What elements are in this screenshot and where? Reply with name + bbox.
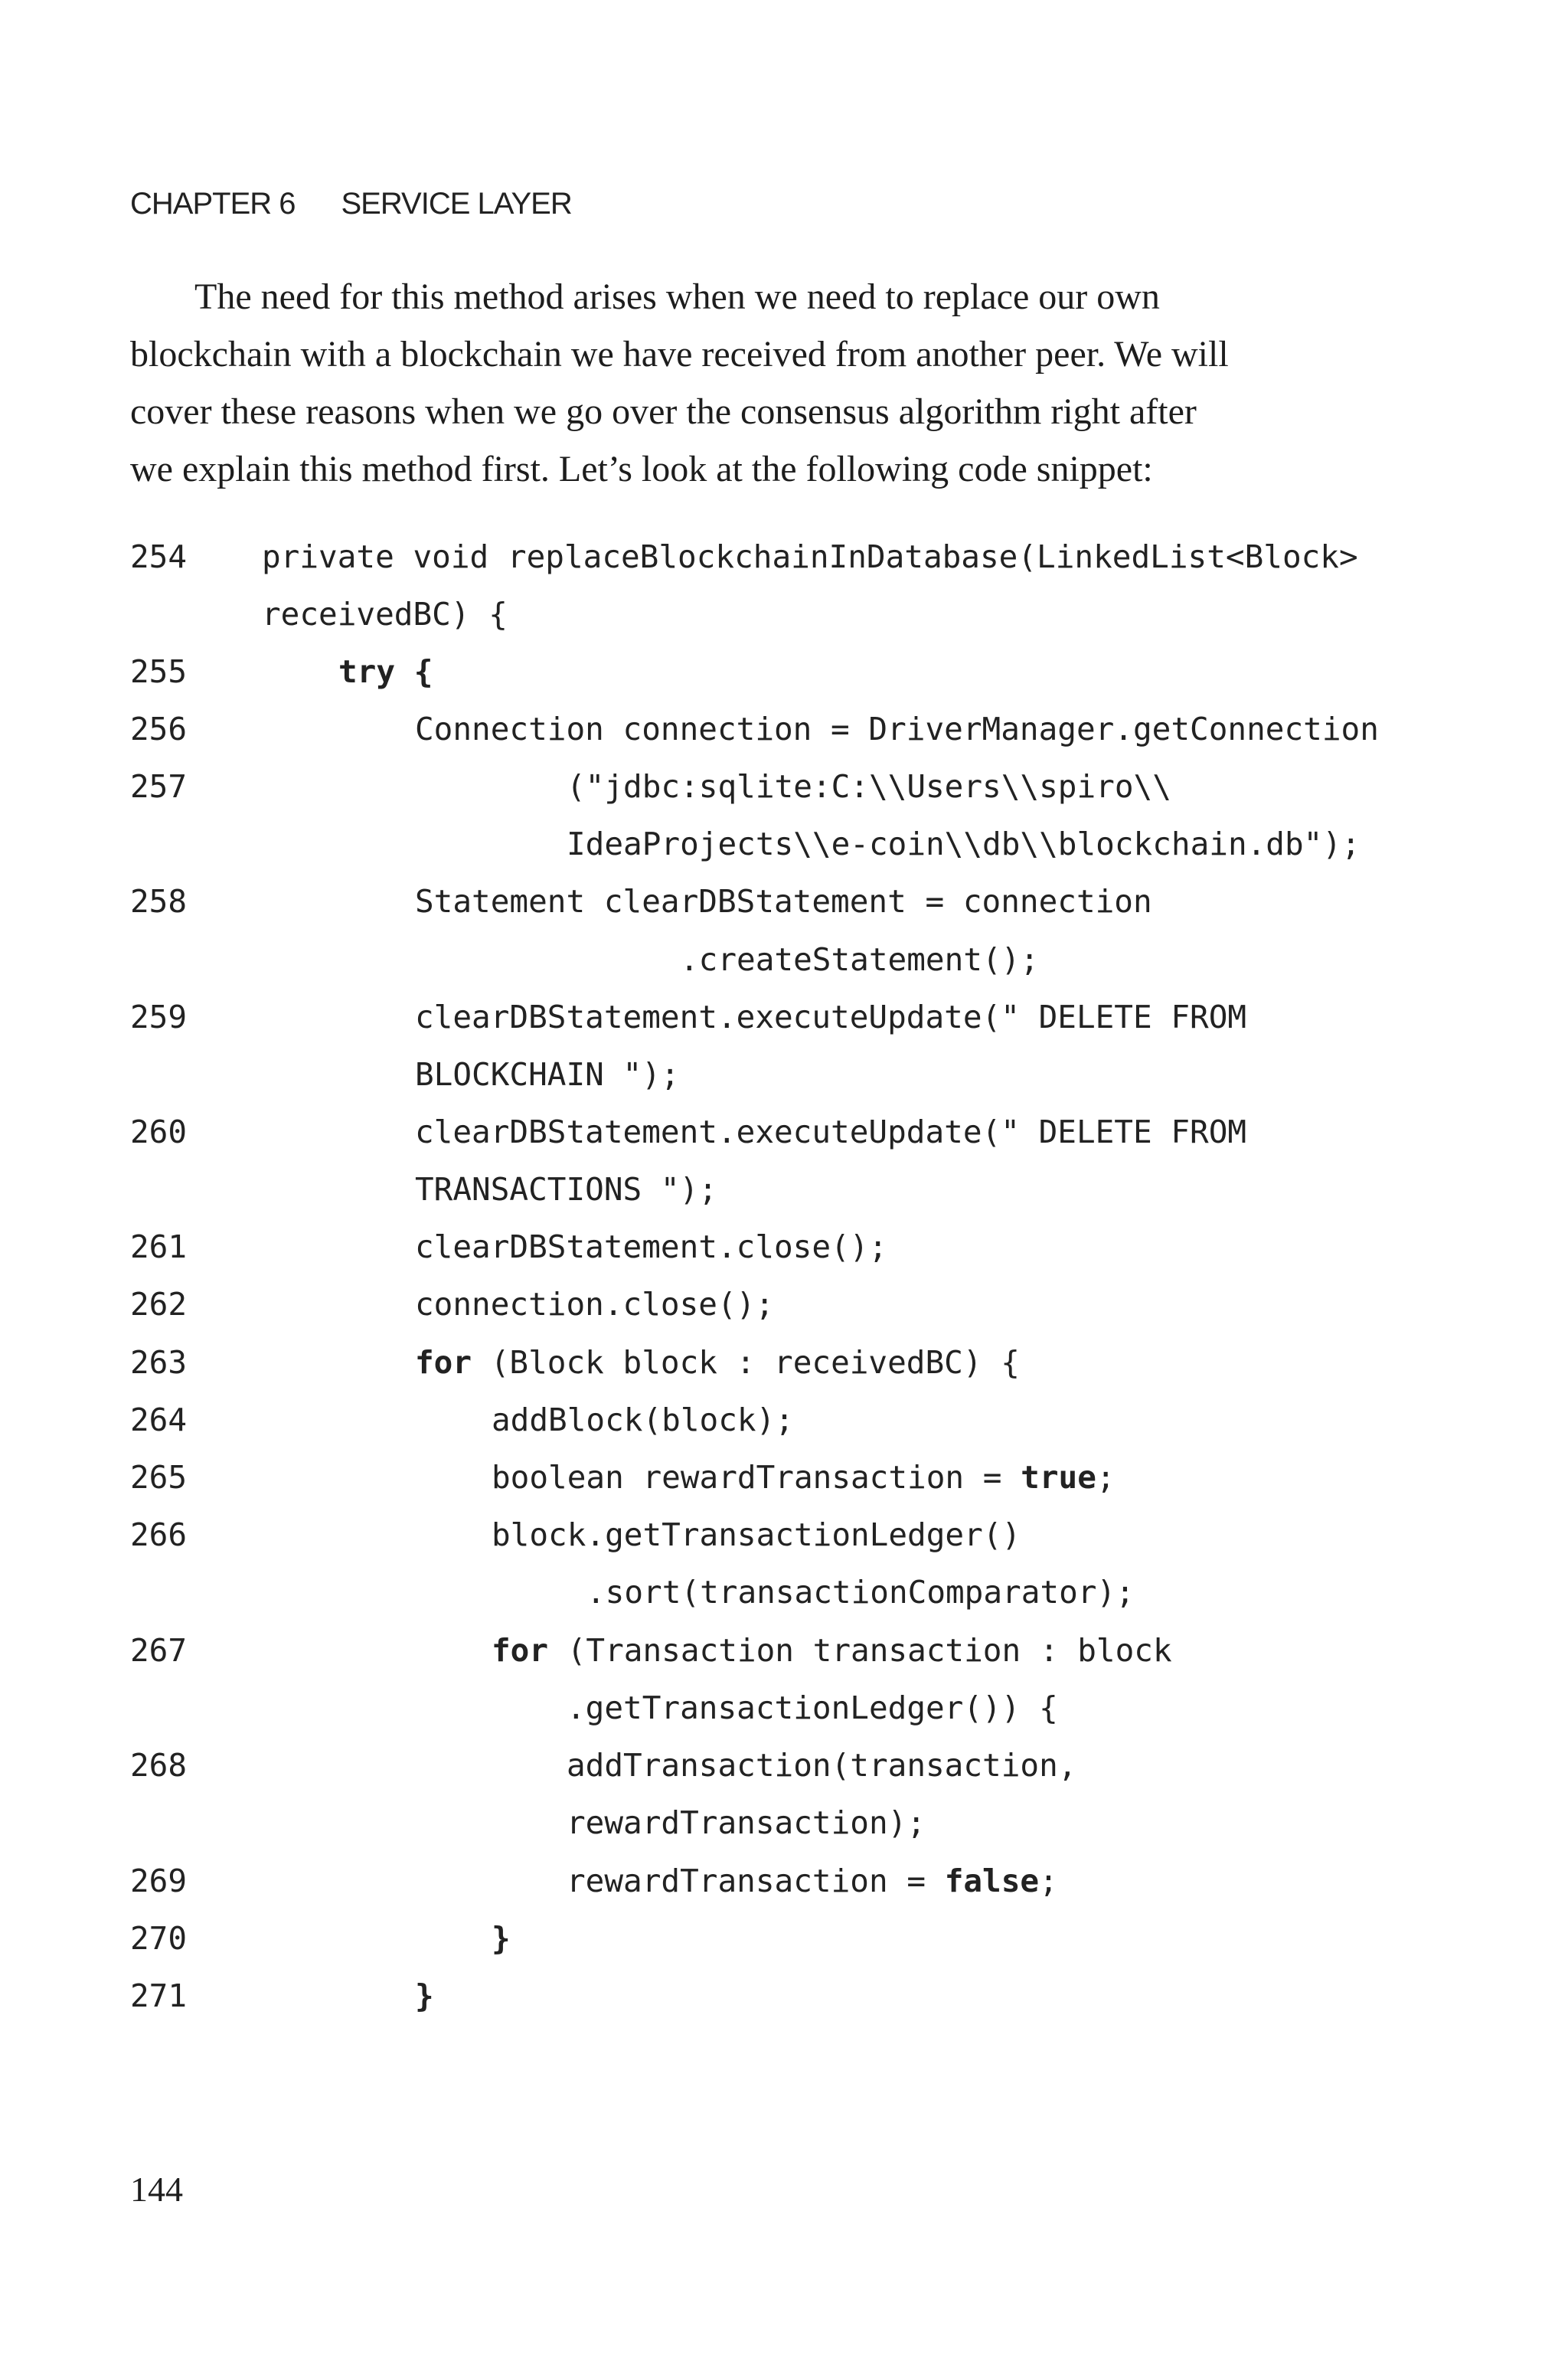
code-line: rewardTransaction = false;: [567, 1863, 1058, 1899]
code-line: IdeaProjects\\e-coin\\db\\blockchain.db");: [567, 826, 1361, 862]
line-number: 270: [130, 1920, 188, 1957]
line-number: 256: [130, 711, 188, 747]
section-title: SERVICE LAYER: [341, 187, 572, 221]
line-number: 267: [130, 1632, 188, 1669]
page-number: 144: [130, 2170, 183, 2209]
code-line: }: [492, 1920, 511, 1957]
code-line: clearDBStatement.close();: [415, 1228, 888, 1265]
line-number: 271: [130, 1977, 188, 2014]
line-number: 260: [130, 1114, 188, 1150]
line-number: 266: [130, 1516, 188, 1553]
line-number: 268: [130, 1747, 188, 1784]
line-number: 265: [130, 1459, 188, 1496]
keyword-false: false: [944, 1863, 1040, 1899]
chapter-label: CHAPTER 6: [130, 187, 296, 221]
intro-line: blockchain with a blockchain we have received from another peer. We will: [130, 334, 1229, 375]
code-line: .sort(transactionComparator);: [586, 1574, 1135, 1611]
code-text: boolean rewardTransaction =: [492, 1459, 1021, 1496]
code-text: (Block block : receivedBC) {: [490, 1344, 1020, 1381]
code-line: try {: [338, 653, 433, 690]
line-number: 255: [130, 653, 188, 690]
code-line: .createStatement();: [680, 941, 1039, 978]
code-line: addBlock(block);: [492, 1402, 794, 1438]
keyword-for: for: [492, 1632, 549, 1669]
code-line: clearDBStatement.executeUpdate(" DELETE FROM: [415, 999, 1247, 1035]
code-line: connection.close();: [415, 1286, 774, 1323]
code-line: [492, 1622, 1172, 1680]
code-line: addTransaction(transaction,: [567, 1747, 1077, 1784]
line-number: 264: [130, 1402, 188, 1438]
line-number: 261: [130, 1228, 188, 1265]
code-text: rewardTransaction =: [567, 1863, 945, 1899]
code-line: [415, 1334, 1020, 1392]
code-line: receivedBC) {: [262, 596, 508, 633]
keyword-for: for: [415, 1344, 472, 1381]
line-number: 262: [130, 1286, 188, 1323]
code-line: private void replaceBlockchainInDatabase(LinkedList<Block>: [262, 538, 1358, 575]
code-line: clearDBStatement.executeUpdate(" DELETE FROM: [415, 1114, 1247, 1150]
code-line: Statement clearDBStatement = connection: [415, 883, 1152, 920]
code-line: block.getTransactionLedger(): [492, 1516, 1021, 1553]
code-text: (Transaction transaction : block: [567, 1632, 1172, 1669]
code-line: }: [415, 1977, 434, 2014]
line-number: 254: [130, 538, 188, 575]
code-line: BLOCKCHAIN ");: [415, 1056, 680, 1093]
code-line: rewardTransaction);: [567, 1804, 926, 1841]
code-line: ("jdbc:sqlite:C:\\Users\\spiro\\: [567, 768, 1171, 805]
code-line: .getTransactionLedger()) {: [567, 1689, 1058, 1726]
intro-line: we explain this method first. Let’s look at the following code snippet:: [130, 449, 1153, 489]
line-number: 269: [130, 1863, 188, 1899]
line-number: 258: [130, 883, 188, 920]
code-line: boolean rewardTransaction = true;: [492, 1459, 1116, 1496]
line-number: 259: [130, 999, 188, 1035]
code-line: Connection connection = DriverManager.getConnection: [415, 711, 1379, 747]
code-line: TRANSACTIONS ");: [415, 1171, 717, 1208]
running-header: [130, 187, 572, 221]
keyword-true: true: [1021, 1459, 1096, 1496]
intro-line: The need for this method arises when we need to replace our own: [194, 276, 1160, 317]
line-number: 263: [130, 1344, 188, 1381]
intro-paragraph: [130, 268, 1401, 498]
intro-line: cover these reasons when we go over the consensus algorithm right after: [130, 391, 1197, 432]
line-number: 257: [130, 768, 188, 805]
